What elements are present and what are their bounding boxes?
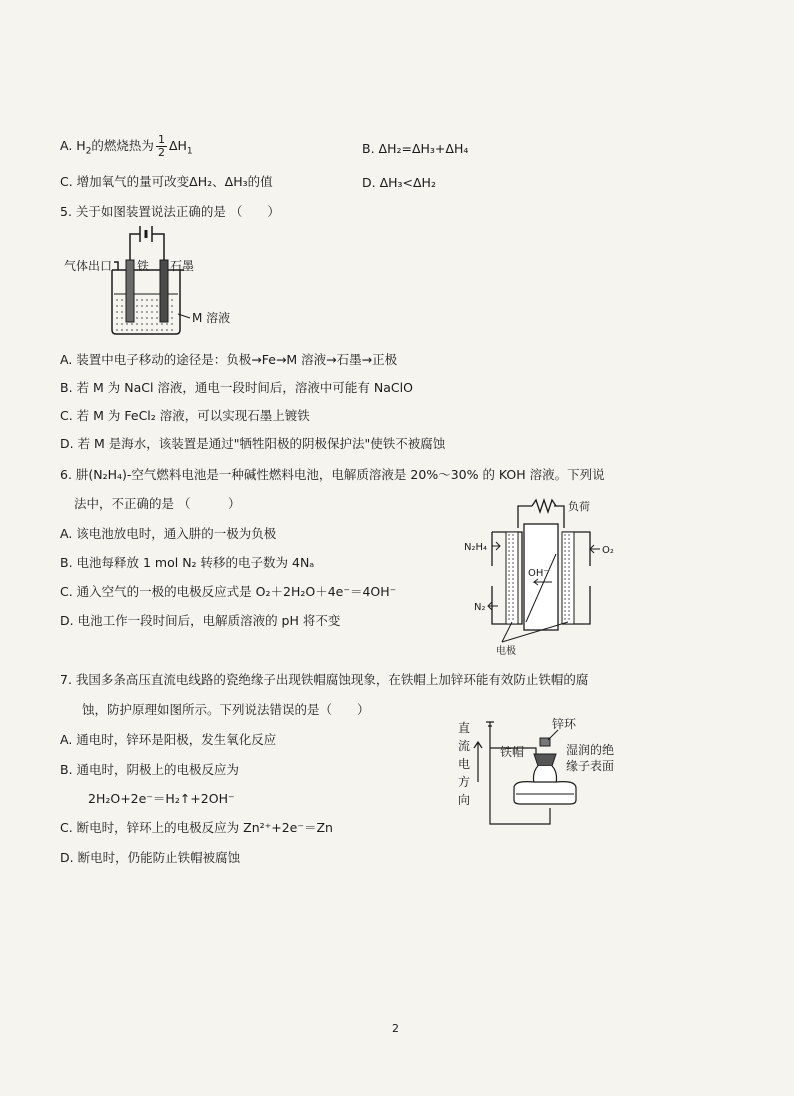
q6-stem-line1: 6. 肼(N₂H₄)-空气燃料电池是一种碱性燃料电池，电解质溶液是 20%～30% 的 KOH 溶液。下列说	[60, 467, 605, 482]
label-dc-1: 直	[458, 721, 471, 735]
label-iron-cap: 铁帽	[500, 745, 525, 759]
q5-electrolysis-figure	[60, 222, 250, 340]
q5-option-b: B. 若 M 为 NaCl 溶液，通电一段时间后，溶液中可能有 NaClO	[60, 380, 413, 395]
label-zinc-ring: 锌环	[552, 717, 577, 731]
label-graphite: 石墨	[170, 259, 195, 273]
fraction-one-half: $\frac{1}{2}$	[157, 133, 165, 159]
q6-fuel-cell-figure	[462, 494, 622, 659]
q7-option-c: C. 断电时，锌环上的电极反应为 Zn²⁺+2e⁻＝Zn	[60, 820, 333, 835]
q7-option-d: D. 断电时，仍能防止铁帽被腐蚀	[60, 850, 241, 865]
label-electrode: 电极	[496, 646, 516, 657]
label-o2: O₂	[602, 545, 614, 556]
label-m-solution: M 溶液	[192, 311, 231, 325]
q7-stem-line1: 7. 我国多条高压直流电线路的瓷绝缘子出现铁帽腐蚀现象，在铁帽上加锌环能有效防止铁帽的腐	[60, 672, 589, 687]
q7-insulator-figure	[454, 712, 644, 830]
label-n2h4: N₂H₄	[464, 542, 488, 553]
q7-option-a: A. 通电时，锌环是阳极，发生氧化反应	[60, 732, 277, 747]
label-dc-5: 向	[458, 793, 471, 807]
q4-option-d: D. ΔH₃<ΔH₂	[362, 175, 436, 190]
q7-stem-line2: 蚀，防护原理如图所示。下列说法错误的是（ ）	[82, 702, 370, 717]
q6-option-b: B. 电池每释放 1 mol N₂ 转移的电子数为 4Nₐ	[60, 555, 315, 570]
label-wet-surface-2: 缘子表面	[566, 759, 615, 773]
label-dc-3: 电	[458, 757, 471, 771]
label-dc-4: 方	[458, 775, 471, 789]
q5-option-a: A. 装置中电子移动的途径是：负极→Fe→M 溶液→石墨→正极	[60, 352, 398, 367]
q6-option-c: C. 通入空气的一极的电极反应式是 O₂＋2H₂O＋4e⁻＝4OH⁻	[60, 584, 397, 599]
label-n2: N₂	[474, 602, 486, 613]
page-number: 2	[392, 1022, 399, 1035]
q4-option-a: A. $H_2$的燃烧热为 $\frac{1}{2}$ $\Delta H_1$	[60, 133, 193, 159]
q6-option-d: D. 电池工作一段时间后，电解质溶液的 pH 将不变	[60, 613, 341, 628]
q6-option-a: A. 该电池放电时，通入肼的一极为负极	[60, 526, 277, 541]
q4-option-c: C. 增加氧气的量可改变ΔH₂、ΔH₃的值	[60, 174, 273, 189]
q4-option-b: B. ΔH₂=ΔH₃+ΔH₄	[362, 141, 469, 156]
q7-option-b: B. 通电时，阴极上的电极反应为	[60, 762, 240, 777]
q5-stem: 5. 关于如图装置说法正确的是 （ ）	[60, 204, 280, 219]
q5-option-d: D. 若 M 是海水，该装置是通过"牺牲阳极的阴极保护法"使铁不被腐蚀	[60, 436, 446, 451]
label-gas-outlet: 气体出口	[64, 259, 113, 273]
q6-stem-line2: 法中，不正确的是 （ ）	[74, 496, 241, 511]
label-iron: 铁	[137, 259, 150, 273]
label-wet-surface-1: 湿润的绝	[566, 743, 615, 757]
q5-option-c: C. 若 M 为 FeCl₂ 溶液，可以实现石墨上镀铁	[60, 408, 310, 423]
label-dc-2: 流	[458, 739, 471, 753]
label-oh-ion: OH⁻	[528, 568, 549, 579]
q7-option-b-equation: 2H₂O+2e⁻＝H₂↑+2OH⁻	[88, 791, 235, 806]
label-load: 负荷	[568, 500, 590, 513]
